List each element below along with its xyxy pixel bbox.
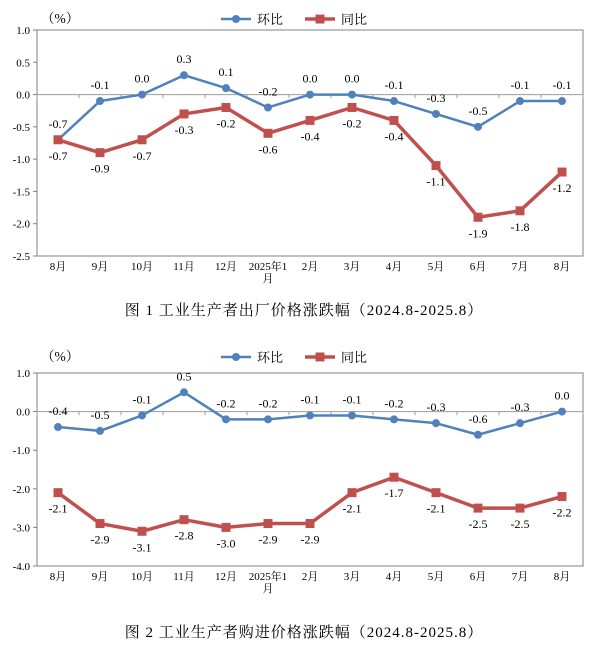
data-label-yoy: -2.5 [468, 517, 488, 532]
data-label-yoy: -2.2 [552, 505, 572, 520]
legend-mom-label: 环比 [257, 350, 284, 365]
data-label-mom: -0.1 [90, 78, 110, 93]
x-category-label: 3月 [343, 261, 361, 273]
data-label-mom: -0.3 [426, 400, 446, 415]
x-category-label: 5月 [427, 261, 445, 273]
data-point-marker-yoy [390, 473, 399, 482]
legend-mom-label: 环比 [257, 12, 284, 27]
y-tick-label: -1.0 [12, 445, 30, 458]
data-point-marker-mom [222, 415, 230, 423]
y-axis-unit-label: （%） [41, 11, 80, 26]
data-label-mom: -0.5 [468, 103, 488, 118]
y-tick-label: -1.0 [12, 154, 30, 167]
data-point-marker-yoy [348, 103, 357, 112]
data-label-mom: -0.2 [258, 396, 278, 411]
data-label-mom: -0.3 [426, 90, 446, 105]
data-point-marker-yoy [432, 161, 441, 170]
data-label-yoy: -0.3 [174, 122, 194, 137]
data-point-marker-mom [432, 110, 440, 118]
data-point-marker-mom [180, 388, 188, 396]
data-label-yoy: -0.4 [384, 129, 404, 144]
data-point-marker-yoy [390, 116, 399, 125]
data-point-marker-yoy [474, 213, 483, 222]
x-category-label: 9月 [91, 261, 109, 273]
data-point-marker-mom [222, 84, 230, 92]
x-category-label: 3月 [343, 571, 361, 583]
data-point-marker-mom [558, 408, 566, 416]
x-category-label: 2025年1 [248, 261, 288, 273]
chart2-caption: 图 2 工业生产者购进价格涨跌幅（2024.8-2025.8） [124, 625, 484, 641]
x-category-label: 7月 [511, 571, 529, 583]
data-label-mom: -0.6 [468, 411, 488, 426]
data-label-mom: 0.1 [218, 65, 234, 80]
data-point-marker-yoy [138, 527, 147, 536]
data-label-mom: -0.1 [552, 78, 572, 93]
data-point-marker-yoy [432, 488, 441, 497]
legend-yoy-marker-icon [316, 353, 325, 362]
data-label-mom: -0.3 [510, 400, 530, 415]
data-label-mom: 0.3 [176, 52, 192, 67]
x-category-label: 12月 [215, 261, 237, 273]
data-label-yoy: -0.2 [342, 116, 362, 131]
data-label-mom: -0.1 [510, 78, 530, 93]
chart1-caption: 图 1 工业生产者出厂价格涨跌幅（2024.8-2025.8） [124, 303, 484, 319]
data-point-marker-mom [180, 71, 188, 79]
data-label-yoy: -2.9 [90, 532, 110, 547]
data-label-yoy: -3.1 [132, 540, 152, 555]
data-label-mom: -0.4 [48, 404, 68, 419]
x-category-label: 4月 [385, 571, 403, 583]
data-point-marker-mom [516, 419, 524, 427]
data-label-yoy: -2.8 [174, 528, 194, 543]
data-label-yoy: -1.9 [468, 226, 488, 241]
data-point-marker-yoy [264, 519, 273, 528]
y-tick-label: -2.5 [12, 251, 30, 263]
x-category-label: 11月 [173, 571, 195, 583]
x-category-label: 8月 [49, 571, 67, 583]
data-point-marker-yoy [138, 135, 147, 144]
data-point-marker-yoy [54, 135, 63, 144]
data-point-marker-yoy [96, 519, 105, 528]
y-tick-label: 0.0 [16, 406, 30, 419]
data-point-marker-mom [516, 97, 524, 105]
x-category-label: 7月 [511, 261, 529, 273]
x-category-label: 月 [262, 583, 274, 595]
data-point-marker-yoy [558, 492, 567, 501]
data-point-marker-mom [264, 103, 272, 111]
chart2-canvas [0, 340, 608, 606]
y-tick-label: -1.5 [12, 186, 30, 199]
data-point-marker-mom [474, 431, 482, 439]
data-point-marker-mom [306, 91, 314, 99]
data-label-mom: 0.0 [134, 71, 150, 86]
data-label-yoy: -2.9 [300, 532, 320, 547]
data-point-marker-yoy [222, 103, 231, 112]
y-tick-label: -4.0 [12, 561, 30, 573]
data-label-yoy: -1.2 [552, 181, 572, 196]
data-point-marker-mom [96, 97, 104, 105]
data-point-marker-yoy [516, 206, 525, 215]
y-tick-label: 0.0 [16, 89, 30, 102]
data-point-marker-mom [138, 91, 146, 99]
data-point-marker-mom [432, 419, 440, 427]
data-label-yoy: -0.7 [132, 148, 152, 163]
data-point-marker-yoy [54, 488, 63, 497]
data-point-marker-yoy [558, 168, 567, 177]
legend-mom-marker-icon [232, 15, 240, 23]
legend-yoy-label: 同比 [341, 350, 368, 365]
x-category-label: 2月 [301, 571, 319, 583]
data-point-marker-mom [348, 91, 356, 99]
legend-mom-marker-icon [232, 353, 240, 361]
data-label-yoy: -1.1 [426, 174, 446, 189]
data-point-marker-yoy [348, 488, 357, 497]
data-label-yoy: -3.0 [216, 536, 236, 551]
data-point-marker-yoy [96, 148, 105, 157]
x-category-label: 8月 [553, 261, 571, 273]
x-category-label: 2025年1 [248, 571, 288, 583]
y-axis-unit-label: （%） [41, 349, 80, 364]
y-tick-label: -3.0 [12, 522, 30, 535]
data-point-marker-mom [96, 427, 104, 435]
data-label-yoy: -2.5 [510, 517, 530, 532]
data-point-marker-yoy [180, 109, 189, 118]
data-point-marker-yoy [306, 519, 315, 528]
data-point-marker-mom [558, 97, 566, 105]
x-category-label: 12月 [215, 571, 237, 583]
data-point-marker-mom [348, 411, 356, 419]
data-label-yoy: -2.9 [258, 532, 278, 547]
data-point-marker-mom [390, 415, 398, 423]
chart1-canvas [0, 0, 608, 292]
data-label-mom: -0.1 [384, 78, 404, 93]
data-label-yoy: -0.9 [90, 161, 110, 176]
data-label-yoy: -1.7 [384, 486, 404, 501]
data-label-mom: -0.2 [258, 84, 278, 99]
x-category-label: 4月 [385, 261, 403, 273]
data-label-mom: -0.7 [48, 116, 68, 131]
x-category-label: 6月 [469, 261, 487, 273]
data-point-marker-mom [306, 411, 314, 419]
x-category-label: 6月 [469, 571, 487, 583]
data-label-mom: 0.0 [344, 71, 360, 86]
x-category-label: 9月 [91, 571, 109, 583]
x-category-label: 月 [262, 273, 274, 285]
data-label-yoy: -2.1 [48, 501, 68, 516]
data-point-marker-yoy [516, 504, 525, 513]
data-label-mom: -0.1 [132, 392, 152, 407]
data-label-mom: 0.0 [302, 71, 318, 86]
data-label-yoy: -2.1 [342, 501, 362, 516]
y-tick-label: -0.5 [12, 121, 30, 134]
data-point-marker-yoy [180, 515, 189, 524]
data-label-mom: -0.1 [300, 392, 320, 407]
y-tick-label: 1.0 [16, 368, 30, 380]
y-tick-label: 1.0 [16, 25, 30, 37]
data-point-marker-yoy [474, 504, 483, 513]
data-point-marker-yoy [264, 129, 273, 138]
y-tick-label: 0.5 [16, 57, 30, 70]
x-category-label: 11月 [173, 261, 195, 273]
data-point-marker-yoy [222, 523, 231, 532]
x-category-label: 8月 [553, 571, 571, 583]
y-tick-label: -2.0 [12, 483, 30, 496]
data-point-marker-mom [54, 423, 62, 431]
data-label-yoy: -0.4 [300, 129, 320, 144]
x-category-label: 8月 [49, 261, 67, 273]
data-label-yoy: -2.1 [426, 501, 446, 516]
data-label-mom: -0.2 [216, 396, 236, 411]
data-point-marker-mom [390, 97, 398, 105]
data-label-yoy: -0.2 [216, 116, 236, 131]
data-point-marker-mom [474, 123, 482, 131]
x-category-label: 2月 [301, 261, 319, 273]
data-label-yoy: -0.7 [48, 148, 68, 163]
data-label-mom: -0.5 [90, 407, 110, 422]
data-label-mom: -0.1 [342, 392, 362, 407]
data-point-marker-yoy [306, 116, 315, 125]
data-label-yoy: -0.6 [258, 142, 278, 157]
data-point-marker-mom [264, 415, 272, 423]
legend-yoy-marker-icon [316, 15, 325, 24]
data-label-mom: 0.0 [554, 388, 570, 403]
x-category-label: 10月 [131, 261, 153, 273]
data-label-yoy: -1.8 [510, 219, 530, 234]
data-label-mom: 0.5 [176, 369, 192, 384]
data-point-marker-mom [138, 411, 146, 419]
data-label-mom: -0.2 [384, 396, 404, 411]
x-category-label: 10月 [131, 571, 153, 583]
legend-yoy-label: 同比 [341, 12, 368, 27]
y-tick-label: -2.0 [12, 218, 30, 231]
x-category-label: 5月 [427, 571, 445, 583]
